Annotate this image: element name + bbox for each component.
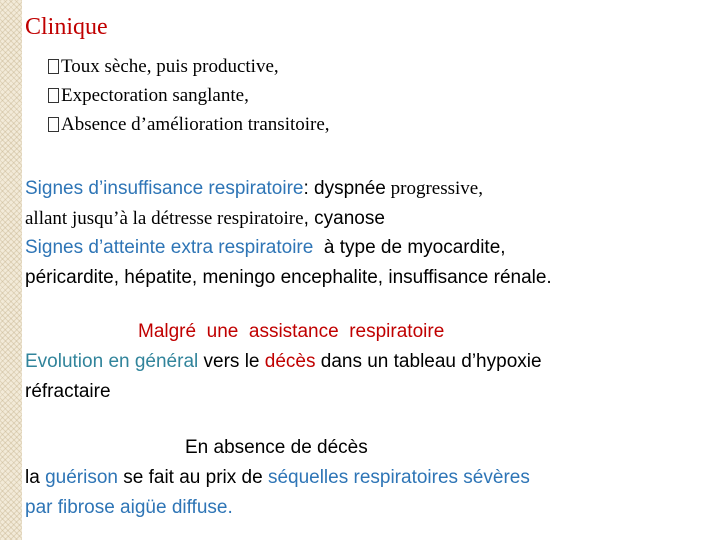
evolution-label: Evolution en général [25, 351, 199, 372]
dans-text: dans un tableau d’hypoxie [315, 351, 542, 372]
evolution-line-1 [25, 347, 715, 377]
guerison-paragraph [25, 433, 715, 523]
insuffisance-label: Signes d’insuffisance respiratoire [25, 178, 304, 199]
bullet-item [48, 81, 330, 110]
bullet-box-icon [48, 59, 59, 74]
evolution-paragraph [25, 317, 715, 407]
slide-title: Clinique [25, 14, 108, 40]
evolution-line-2: réfractaire [25, 381, 111, 402]
guerison-line-1 [25, 463, 715, 493]
guerison-line-2: par fibrose aigüe diffuse. [25, 497, 233, 518]
guerison-heading-line [25, 433, 715, 463]
la-text: la [25, 467, 46, 488]
sequelles-text: séquelles respiratoires sévères [267, 467, 530, 488]
bullet-text: Toux sèche, puis productive, [61, 56, 279, 77]
symptom-bullet-list [48, 52, 330, 139]
guerison-heading: En absence de décès [185, 437, 368, 458]
extra-label: Signes d’atteinte extra respiratoire [25, 237, 314, 258]
colon-text: : [303, 178, 315, 199]
insuffisance-paragraph [25, 174, 715, 234]
bullet-item [48, 110, 330, 139]
guerison-text: se fait au prix de [117, 467, 268, 488]
evolution-heading: Malgré une assistance respiratoire [138, 321, 445, 342]
dyspnee-text: dyspnée [314, 178, 386, 199]
extra-respiratoire-paragraph [25, 233, 715, 293]
bullet-text: Expectoration sanglante, [61, 85, 249, 106]
bullet-box-icon [48, 88, 59, 103]
cyanose-text: cyanose [314, 208, 385, 229]
bullet-item [48, 52, 330, 81]
extra-text: à type de myocardite, [313, 237, 506, 258]
insuffisance-line-2 [25, 204, 715, 234]
progressive-text: progressive, [385, 178, 483, 199]
extra-line-1 [25, 233, 715, 263]
detresse-text: allant jusqu’à la détresse respiratoire [25, 208, 304, 229]
deces-text: décès [264, 351, 316, 372]
decorative-side-stripe [0, 0, 22, 540]
evolution-heading-line [25, 317, 715, 347]
comma-text: , [303, 208, 315, 229]
vers-text: vers le [198, 351, 265, 372]
bullet-box-icon [48, 117, 59, 132]
extra-line-2: péricardite, hépatite, meningo encephalite, insuffisance rénale. [25, 267, 552, 288]
insuffisance-line-1 [25, 174, 715, 204]
bullet-text: Absence d’amélioration transitoire, [61, 114, 330, 135]
guerison-word: guérison [45, 467, 118, 488]
